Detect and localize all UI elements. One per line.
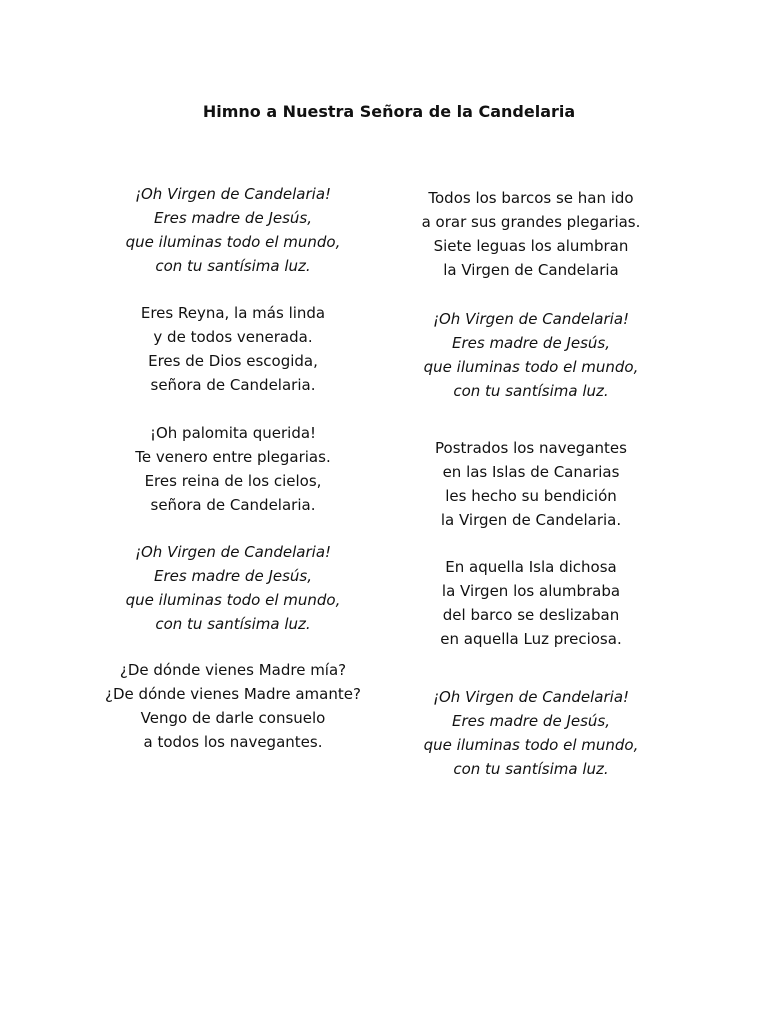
verse-line: con tu santísima luz.	[155, 615, 311, 633]
verse-line: ¡Oh Virgen de Candelaria!	[134, 543, 332, 561]
stanza-left-2	[88, 301, 378, 397]
verse-line: Eres madre de Jesús,	[451, 712, 611, 730]
verse-line: Postrados los navegantes	[435, 439, 627, 457]
verse-line: la Virgen de Candelaria	[443, 261, 619, 279]
verse-line: a todos los navegantes.	[143, 733, 323, 751]
verse-line: que iluminas todo el mundo,	[125, 233, 341, 251]
verse-line: en las Islas de Canarias	[442, 463, 620, 481]
stanza-right-4	[386, 555, 676, 651]
verse-line: que iluminas todo el mundo,	[125, 591, 341, 609]
verse-line: Te venero entre plegarias.	[135, 448, 331, 466]
verse-line: Eres madre de Jesús,	[153, 209, 313, 227]
verse-line: Eres Reyna, la más linda	[140, 304, 326, 322]
verse-line: Siete leguas los alumbran	[433, 237, 629, 255]
verse-line: En aquella Isla dichosa	[445, 558, 617, 576]
verse-line: señora de Candelaria.	[150, 376, 316, 394]
verse-line: y de todos venerada.	[153, 328, 313, 346]
verse-line: la Virgen los alumbraba	[441, 582, 621, 600]
verse-line: ¿De dónde vienes Madre amante?	[105, 685, 361, 703]
verse-line: que iluminas todo el mundo,	[423, 736, 639, 754]
verse-line: les hecho su bendición	[445, 487, 617, 505]
verse-line: con tu santísima luz.	[453, 382, 609, 400]
stanza-right-5-chorus	[386, 685, 676, 781]
verse-line: Eres reina de los cielos,	[144, 472, 322, 490]
verse-line: Eres madre de Jesús,	[153, 567, 313, 585]
verse-line: ¿De dónde vienes Madre mía?	[119, 661, 347, 679]
stanza-left-5	[88, 658, 378, 754]
verse-line: del barco se deslizaban	[442, 606, 620, 624]
verse-line: Eres de Dios escogida,	[148, 352, 318, 370]
verse-line: ¡Oh Virgen de Candelaria!	[134, 185, 332, 203]
verse-line: Vengo de darle consuelo	[140, 709, 326, 727]
document-title: Himno a Nuestra Señora de la Candelaria	[202, 102, 576, 121]
verse-line: ¡Oh palomita querida!	[149, 424, 317, 442]
verse-line: Eres madre de Jesús,	[451, 334, 611, 352]
verse-line: ¡Oh Virgen de Candelaria!	[432, 688, 630, 706]
verse-line: la Virgen de Candelaria.	[440, 511, 622, 529]
stanza-left-4-chorus	[88, 540, 378, 636]
stanza-right-3	[386, 436, 676, 532]
verse-line: Todos los barcos se han ido	[428, 189, 634, 207]
verse-line: con tu santísima luz.	[453, 760, 609, 778]
stanza-left-1-chorus	[88, 182, 378, 278]
verse-line: en aquella Luz preciosa.	[440, 630, 622, 648]
verse-line: señora de Candelaria.	[150, 496, 316, 514]
stanza-left-3	[88, 421, 378, 517]
stanza-right-1	[386, 186, 676, 282]
verse-line: a orar sus grandes plegarias.	[421, 213, 641, 231]
verse-line: que iluminas todo el mundo,	[423, 358, 639, 376]
verse-line: ¡Oh Virgen de Candelaria!	[432, 310, 630, 328]
stanza-right-2-chorus	[386, 307, 676, 403]
verse-line: con tu santísima luz.	[155, 257, 311, 275]
